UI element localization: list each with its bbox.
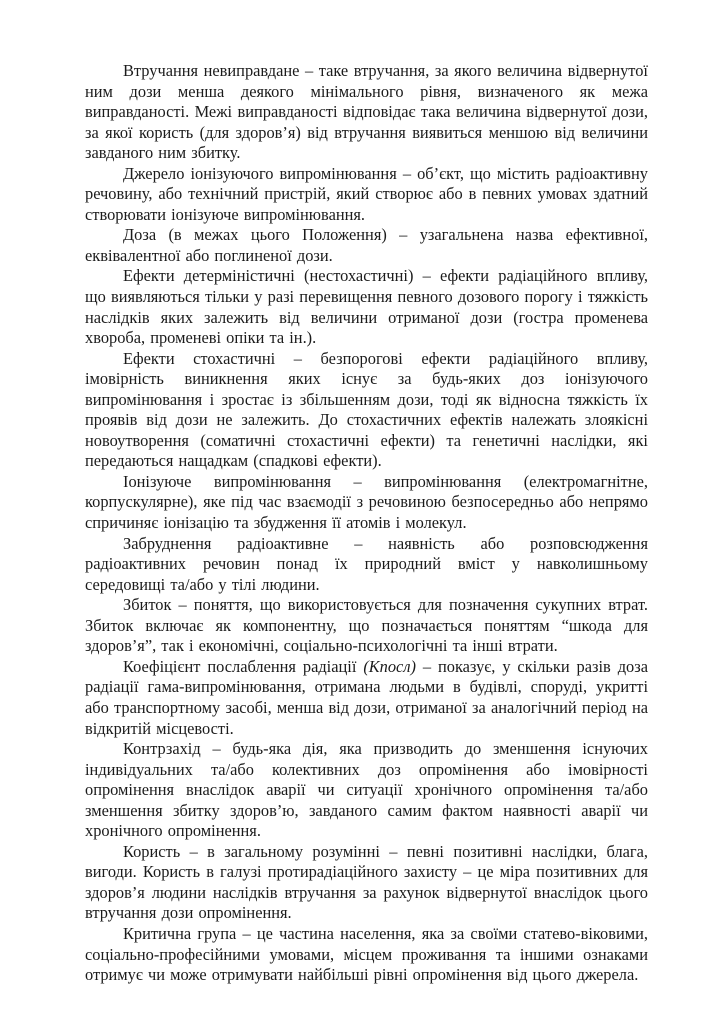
paragraph-benefit: Користь – в загальному розумінні – певні позитивні наслідки, блага, вигоди. Користь в галузі протирадіаційного захисту – це міра позитивних для здоров’я людини наслідків втручання за рахунок відвернутої внаслідок цього втручання дози опромінення. [85, 841, 648, 923]
document-text-block [85, 61, 648, 986]
paragraph-attenuation-pre: Коефіцієнт послаблення радіації [123, 656, 364, 676]
paragraph-ionizing-radiation-source: Джерело іонізуючого випромінювання – об’єкт, що містить радіоактивну речовину, або технічний пристрій, який створює або в певних умовах здатний створювати іонізуюче випромінювання. [85, 163, 648, 224]
paragraph-ionizing-radiation: Іонізуюче випромінювання – випромінювання (електромагнітне, корпускулярне), яке під час взаємодії з речовиною безпосередньо або непрямо спричиняє іонізацію та збудження її атомів і молекул. [85, 471, 648, 533]
paragraph-damage: Збиток – поняття, що використовується для позначення сукупних втрат. Збиток включає як компонентну, що позначається поняттям “шкода для здоров’я”, так і економічні, соціально-психологічні та інші втрати. [85, 595, 648, 656]
paragraph-stochastic-effects: Ефекти стохастичні – безпорогові ефекти радіаційного впливу, імовірність виникнення яких існує за будь-яких доз іонізуючого випромінювання і зростає із збільшенням дози, тоді як відносна тяжкість їх проявів від дози не залежить. До стохастичних ефектів належать злоякісні новоутворення (соматичні стохастичні ефекти) та генетичні наслідки, які передаються нащадкам (спадкові ефекти). [85, 348, 648, 471]
paragraph-dose: Доза (в межах цього Положення) – узагальнена назва ефективної, еквівалентної або поглиненої дози. [85, 225, 648, 265]
paragraph-intervention-unjustified: Втручання невиправдане – таке втручання, за якого величина відвернутої ним дози менша деякого мінімального рівня, визначеного як межа виправданості. Межі виправданості відповідає така величина відвернутої дози, за якої користь (для здоров’я) від втручання виявиться меншою від величини завданого ним збитку. [85, 61, 648, 163]
paragraph-deterministic-effects: Ефекти детерміністичні (нестохастичні) – ефекти радіаційного впливу, що виявляються тільки у разі перевищення певного дозового порогу і тяжкість наслідків яких залежить від величини отриманої дози (гостра променева хвороба, променеві опіки та ін.). [85, 266, 648, 348]
paragraph-attenuation-post: – показує, у скільки разів доза радіації гама-випромінювання, отримана людьми в будівлі, споруді, укритті або транспортному засобі, менша від дози, отриманої за аналогічний період на відкритій місцевості. [85, 656, 648, 738]
attenuation-coefficient-symbol: (Кпосл) [363, 656, 416, 676]
paragraph-critical-group: Критична група – це частина населення, яка за своїми статево-віковими, соціально-професійними умовами, місцем проживання та іншими ознаками отримує чи може отримувати найбільші рівні опромінення від цього джерела. [85, 923, 648, 985]
paragraph-radioactive-contamination: Забруднення радіоактивне – наявність або розповсюдження радіоактивних речовин понад їх природний вміст у навколишньому середовищі та/або у тілі людини. [85, 533, 648, 594]
paragraph-countermeasure: Контрзахід – будь-яка дія, яка призводить до зменшення існуючих індивідуальних та/або колективних доз опромінення або імовірності опромінення внаслідок аварії чи ситуації хронічного опромінення та/або зменшення збитку здоров’ю, завданого самим фактом наявності аварії чи хронічного опромінення. [85, 739, 648, 841]
paragraph-attenuation-coefficient [85, 657, 648, 739]
